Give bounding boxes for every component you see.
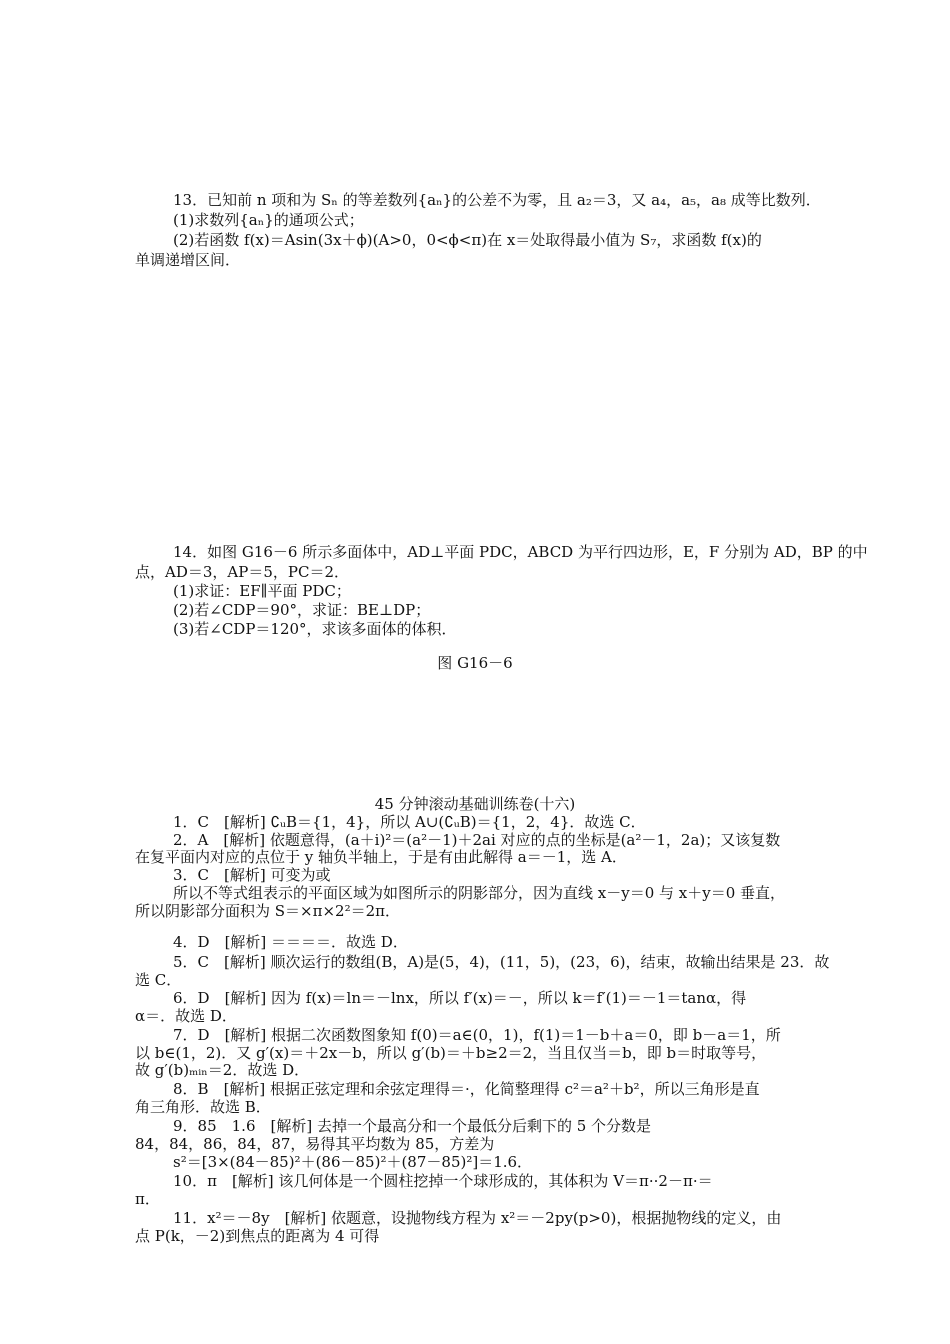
q14-line: 14．如图 G16－6 所示多面体中，AD⊥平面 PDC，ABCD 为平行四边形，E，F 分别为 AD，BP 的中 xyxy=(173,543,868,561)
answer-line: 3．C [解析] 可变为或 xyxy=(173,866,331,884)
answer-line: s²＝[3×(84－85)²＋(86－85)²＋(87－85)²]＝1.6． xyxy=(173,1153,533,1171)
answer-line: 2．A [解析] 依题意得，(a＋i)²＝(a²－1)＋2ai 对应的点的坐标是(a²－1，2a)；又该复数 xyxy=(173,831,781,849)
answer-line: 6．D [解析] 因为 f(x)＝ln＝－lnx，所以 f′(x)＝－，所以 k＝f′(1)＝－1＝tanα，得 xyxy=(173,989,747,1007)
answer-line: 1．C [解析] ∁ᵤB＝{1，4}，所以 A∪(∁ᵤB)＝{1，2，4}．故选 C． xyxy=(173,813,646,831)
q14-line: (2)若∠CDP＝90°，求证：BE⊥DP； xyxy=(173,601,431,619)
q13-line: (2)若函数 f(x)＝Asin(3x＋ϕ)(A>0，0<ϕ<π)在 x＝处取得最小值为 S₇，求函数 f(x)的 xyxy=(173,231,762,249)
q14-line: (1)求证：EF∥平面 PDC； xyxy=(173,582,351,600)
q14-line: 点，AD＝3，AP＝5，PC＝2． xyxy=(135,563,349,581)
figure-caption: 图 G16－6 xyxy=(437,654,513,672)
answer-line: 所以不等式组表示的平面区域为如图所示的阴影部分，因为直线 x－y＝0 与 x＋y＝0 垂直， xyxy=(173,884,786,902)
answer-line: 9．85 1.6 [解析] 去掉一个最高分和一个最低分后剩下的 5 个分数是 xyxy=(173,1117,652,1135)
answer-line: 7．D [解析] 根据二次函数图象知 f(0)＝a∈(0，1)，f(1)＝1－b＋a＝0，即 b－a＝1，所 xyxy=(173,1026,781,1044)
answer-line: π． xyxy=(135,1190,160,1208)
answer-line: 10．π [解析] 该几何体是一个圆柱挖掉一个球形成的，其体积为 V＝π··2－π·＝ xyxy=(173,1172,713,1190)
q14-line: (3)若∠CDP＝120°，求该多面体的体积． xyxy=(173,620,457,638)
q13-line: (1)求数列{aₙ}的通项公式； xyxy=(173,211,364,229)
q13-line: 单调递增区间． xyxy=(135,251,241,269)
answers-title: 45 分钟滚动基础训练卷(十六) xyxy=(374,795,576,813)
answer-line: 故 g′(b)ₘᵢₙ＝2．故选 D． xyxy=(135,1061,310,1079)
answer-line: 5．C [解析] 顺次运行的数组(B，A)是(5，4)，(11，5)，(23，6)，结束，故输出结果是 23．故 xyxy=(173,953,830,971)
answer-line: 所以阴影部分面积为 S＝×π×2²＝2π． xyxy=(135,902,400,920)
answer-line: 以 b∈(1，2)．又 g′(x)＝＋2x－b，所以 g′(b)＝＋b≥2＝2，当且仅当＝b，即 b＝时取等号， xyxy=(135,1044,767,1062)
answer-line: 点 P(k，－2)到焦点的距离为 4 可得 xyxy=(135,1227,380,1245)
answer-line: 11．x²＝－8y [解析] 依题意，设抛物线方程为 x²＝－2py(p>0)，根据抛物线的定义，由 xyxy=(173,1209,782,1227)
answer-line: 84，84，86，84，87，易得其平均数为 85，方差为 xyxy=(135,1135,495,1153)
answer-line: α＝．故选 D． xyxy=(135,1007,237,1025)
answer-line: 8．B [解析] 根据正弦定理和余弦定理得＝·，化简整理得 c²＝a²＋b²，所以三角形是直 xyxy=(173,1080,760,1098)
q13-line: 13．已知前 n 项和为 Sₙ 的等差数列{aₙ}的公差不为零，且 a₂＝3，又 a₄，a₅，a₈ 成等比数列． xyxy=(173,191,821,209)
answer-line: 选 C． xyxy=(135,971,182,989)
answer-line: 4．D [解析] ＝＝＝＝．故选 D． xyxy=(173,933,408,951)
answer-line: 在复平面内对应的点位于 y 轴负半轴上，于是有由此解得 a＝－1，选 A． xyxy=(135,848,627,866)
answer-line: 角三角形．故选 B． xyxy=(135,1098,271,1116)
